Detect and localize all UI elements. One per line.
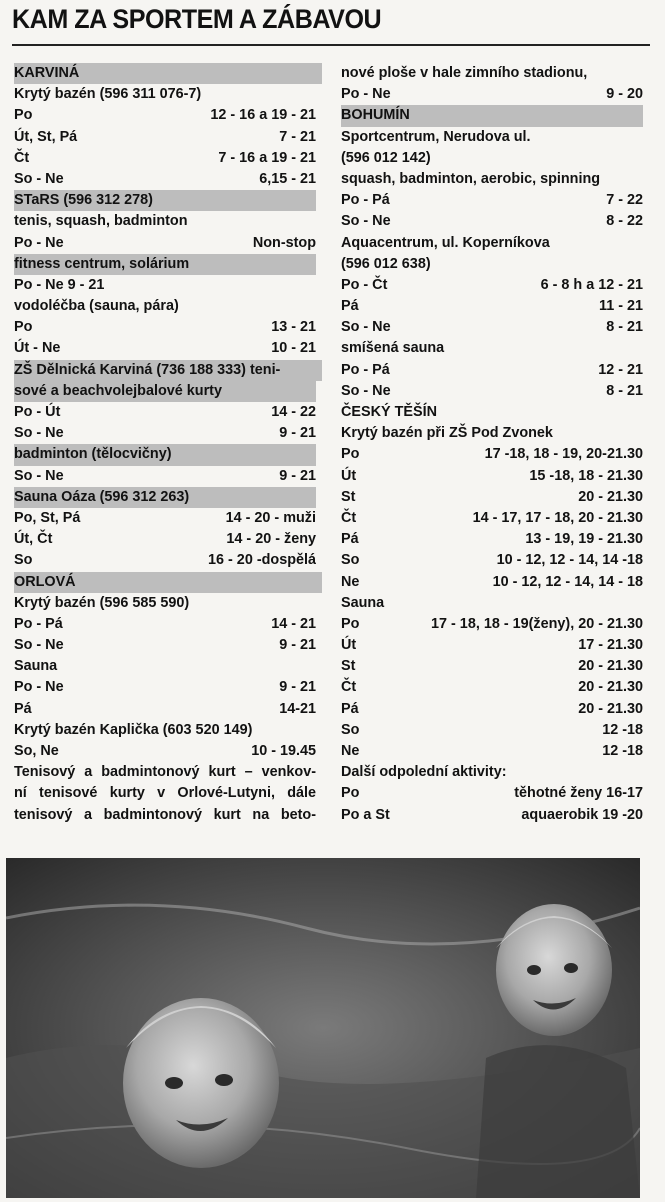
section-line xyxy=(14,84,316,105)
section-text: vodoléčba (sauna, pára) xyxy=(14,298,179,315)
schedule-row xyxy=(341,84,643,105)
section-text: badminton (tělocvičny) xyxy=(14,446,172,463)
schedule-hours: 17 - 21.30 xyxy=(578,637,643,654)
schedule-hours: 17 -18, 18 - 19, 20-21.30 xyxy=(484,446,643,463)
schedule-hours: 13 - 21 xyxy=(271,319,316,336)
schedule-hours: 11 - 21 xyxy=(598,298,643,315)
section-text: Tenisový a badmintonový kurt – venkov- xyxy=(14,764,316,781)
section-text: fitness centrum, solárium xyxy=(14,255,190,272)
schedule-days: Po - Ne xyxy=(341,86,391,103)
section-text: Další odpolední aktivity: xyxy=(341,764,507,781)
schedule-hours: 20 - 21.30 xyxy=(578,658,643,675)
schedule-row xyxy=(341,529,643,550)
schedule-days: Po xyxy=(14,319,33,336)
section-line xyxy=(14,783,316,804)
schedule-hours: 14 - 20 - muži xyxy=(225,509,316,526)
schedule-days: Pá xyxy=(341,298,359,315)
schedule-row xyxy=(341,275,643,296)
section-line xyxy=(14,762,316,783)
schedule-days: So xyxy=(341,552,360,569)
section-text: Krytý bazén (596 585 590) xyxy=(14,594,190,611)
schedule-row xyxy=(14,550,316,571)
schedule-row xyxy=(14,677,316,698)
schedule-days: Po - Ne xyxy=(14,234,64,251)
schedule-days: Pá xyxy=(14,700,32,717)
section-line xyxy=(341,338,643,359)
schedule-hours: 9 - 21 xyxy=(279,425,316,442)
section-line xyxy=(14,381,316,402)
section-line xyxy=(14,593,316,614)
schedule-days: Po - Čt xyxy=(341,276,388,293)
schedule-days: Út xyxy=(341,467,357,484)
section-line xyxy=(341,593,643,614)
section-text: ní tenisové kurty v Orlové-Lutyni, dále xyxy=(14,785,316,802)
schedule-days: Čt xyxy=(341,509,357,526)
schedule-hours: 7 - 21 xyxy=(279,128,316,145)
schedule-hours: 9 - 21 xyxy=(279,679,316,696)
section-text: tenisový a badmintonový kurt na beto- xyxy=(14,806,316,823)
schedule-hours: 6 - 8 h a 12 - 21 xyxy=(540,276,643,293)
schedule-row xyxy=(14,127,316,148)
schedule-days: Út, St, Pá xyxy=(14,128,78,145)
schedule-row xyxy=(14,105,316,126)
section-line xyxy=(341,148,643,169)
section-text: Sportcentrum, Nerudova ul. xyxy=(341,128,531,145)
schedule-hours: 10 - 12, 12 - 14, 14 -18 xyxy=(496,552,643,569)
schedule-row xyxy=(14,317,316,338)
schedule-hours: těhotné ženy 16-17 xyxy=(514,785,643,802)
section-line xyxy=(341,127,643,148)
section-line xyxy=(14,296,316,317)
schedule-hours: 8 - 22 xyxy=(606,213,643,230)
section-text: Aquacentrum, ul. Koperníkova xyxy=(341,234,550,251)
section-line xyxy=(14,720,316,741)
schedule-days: So - Ne xyxy=(14,637,64,654)
section-line xyxy=(341,233,643,254)
schedule-row xyxy=(341,741,643,762)
schedule-hours: 16 - 20 -dospělá xyxy=(208,552,316,569)
schedule-days: So - Ne xyxy=(14,467,64,484)
schedule-hours: aquaerobik 19 -20 xyxy=(521,806,643,823)
schedule-row xyxy=(341,466,643,487)
schedule-hours: 10 - 19.45 xyxy=(251,743,316,759)
section-text: Sauna xyxy=(341,594,385,611)
schedule-row xyxy=(341,190,643,211)
section-line xyxy=(341,402,643,423)
schedule-days: Po xyxy=(14,107,33,124)
schedule-row xyxy=(14,741,316,762)
schedule-row xyxy=(14,402,316,423)
schedule-hours: 9 - 21 xyxy=(279,467,316,484)
schedule-hours: 9 - 20 xyxy=(606,86,643,103)
section-line xyxy=(14,360,322,381)
schedule-hours: 8 - 21 xyxy=(606,382,643,399)
section-line xyxy=(341,169,643,190)
section-line xyxy=(14,275,316,296)
schedule-row xyxy=(14,233,316,254)
schedule-days: Út - Ne xyxy=(14,340,61,357)
section-line xyxy=(14,656,316,677)
section-text: Krytý bazén Kaplička (603 520 149) xyxy=(14,721,253,738)
schedule-days: Pá xyxy=(341,700,359,717)
section-line xyxy=(14,572,322,593)
schedule-hours: 7 - 16 a 19 - 21 xyxy=(218,149,316,166)
schedule-hours: 14 - 17, 17 - 18, 20 - 21.30 xyxy=(472,509,643,526)
right-column xyxy=(341,63,643,826)
schedule-row xyxy=(14,699,316,720)
schedule-row xyxy=(341,572,643,593)
schedule-row xyxy=(341,444,643,465)
section-text: Sauna Oáza (596 312 263) xyxy=(14,488,190,505)
section-line xyxy=(14,63,322,84)
schedule-row xyxy=(14,529,316,550)
schedule-row xyxy=(341,317,643,338)
section-text: Krytý bazén při ZŠ Pod Zvonek xyxy=(341,425,553,442)
page-title: KAM ZA SPORTEM A ZÁBAVOU xyxy=(12,4,382,34)
schedule-hours: 12 - 21 xyxy=(598,361,643,378)
section-text: Krytý bazén (596 311 076-7) xyxy=(14,86,202,103)
section-text: (596 012 142) xyxy=(341,149,431,166)
schedule-row xyxy=(14,148,316,169)
schedule-row xyxy=(341,656,643,677)
schedule-row xyxy=(341,487,643,508)
schedule-days: Po - Pá xyxy=(341,192,390,209)
section-line xyxy=(341,63,643,84)
schedule-days: Po - Pá xyxy=(14,615,63,632)
section-text: BOHUMÍN xyxy=(341,107,410,124)
schedule-days: So, Ne xyxy=(14,743,59,759)
schedule-row xyxy=(341,508,643,529)
schedule-hours: 12 -18 xyxy=(602,743,643,759)
schedule-days: St xyxy=(341,488,356,505)
section-line xyxy=(14,211,316,232)
section-line xyxy=(14,254,316,275)
schedule-row xyxy=(341,550,643,571)
schedule-hours: Non-stop xyxy=(252,234,316,251)
schedule-days: Út xyxy=(341,637,357,654)
schedule-row xyxy=(341,720,643,741)
schedule-hours: 10 - 12, 12 - 14, 14 - 18 xyxy=(492,573,643,590)
schedule-hours: 6,15 - 21 xyxy=(259,170,316,187)
schedule-days: St xyxy=(341,658,356,675)
schedule-row xyxy=(341,805,643,826)
schedule-days: So - Ne xyxy=(14,170,64,187)
schedule-row xyxy=(341,677,643,698)
schedule-row xyxy=(341,783,643,804)
schedule-row xyxy=(341,360,643,381)
section-line xyxy=(14,487,316,508)
schedule-days: Út, Čt xyxy=(14,531,53,548)
section-text: STaRS (596 312 278) xyxy=(14,192,153,209)
schedule-row xyxy=(14,169,316,190)
schedule-row xyxy=(14,423,316,444)
section-line xyxy=(14,190,316,211)
schedule-hours: 15 -18, 18 - 21.30 xyxy=(529,467,643,484)
schedule-days: So xyxy=(341,721,360,738)
section-text: nové ploše v hale zimního stadionu, xyxy=(341,65,588,81)
schedule-hours: 17 - 18, 18 - 19(ženy), 20 - 21.30 xyxy=(431,615,643,632)
section-text: smíšená sauna xyxy=(341,340,445,357)
schedule-hours: 7 - 22 xyxy=(606,192,643,209)
schedule-hours: 20 - 21.30 xyxy=(578,679,643,696)
schedule-hours: 14 - 20 - ženy xyxy=(226,531,316,548)
schedule-hours: 8 - 21 xyxy=(606,319,643,336)
schedule-days: Po a St xyxy=(341,806,390,823)
schedule-hours: 12 - 16 a 19 - 21 xyxy=(210,107,316,124)
schedule-hours: 14 - 21 xyxy=(271,615,316,632)
section-text: ČESKÝ TĚŠÍN xyxy=(341,404,437,420)
section-text: sové a beachvolejbalové kurty xyxy=(14,382,222,399)
schedule-days: Po - Pá xyxy=(341,361,390,378)
schedule-days: So - Ne xyxy=(14,425,64,442)
section-text: (596 012 638) xyxy=(341,255,431,272)
schedule-hours: 9 - 21 xyxy=(279,637,316,654)
schedule-days: Čt xyxy=(14,149,30,166)
schedule-row xyxy=(14,466,316,487)
schedule-days: Po xyxy=(341,785,360,802)
schedule-days: Po - Ne xyxy=(14,679,64,696)
schedule-row xyxy=(341,211,643,232)
schedule-row xyxy=(341,381,643,402)
schedule-row xyxy=(14,338,316,359)
schedule-days: Pá xyxy=(341,531,359,548)
schedule-hours: 14-21 xyxy=(279,700,316,717)
section-line xyxy=(14,805,316,826)
schedule-row xyxy=(341,699,643,720)
schedule-row xyxy=(14,614,316,635)
schedule-days: Ne xyxy=(341,743,360,759)
schedule-hours: 13 - 19, 19 - 21.30 xyxy=(525,531,643,548)
schedule-row xyxy=(14,635,316,656)
schedule-days: Ne xyxy=(341,573,360,590)
section-text: squash, badminton, aerobic, spinning xyxy=(341,170,601,187)
section-line xyxy=(341,423,643,444)
title-rule xyxy=(12,44,650,46)
schedule-hours: 12 -18 xyxy=(602,721,643,738)
schedule-days: Po xyxy=(341,446,360,463)
schedule-days: Čt xyxy=(341,679,357,696)
section-text: ZŠ Dělnická Karviná (736 188 333) teni- xyxy=(14,361,281,378)
section-text: KARVINÁ xyxy=(14,65,80,81)
schedule-row xyxy=(341,296,643,317)
schedule-days: So - Ne xyxy=(341,382,391,399)
photo-children-swimming xyxy=(6,858,640,1198)
schedule-hours: 20 - 21.30 xyxy=(578,700,643,717)
schedule-hours: 20 - 21.30 xyxy=(578,488,643,505)
schedule-row xyxy=(341,614,643,635)
section-text: ORLOVÁ xyxy=(14,573,76,590)
section-text: Po - Ne 9 - 21 xyxy=(14,276,105,293)
section-line xyxy=(341,762,643,783)
section-line xyxy=(341,105,643,126)
schedule-days: So xyxy=(14,552,33,569)
left-column xyxy=(14,63,316,826)
schedule-days: So - Ne xyxy=(341,319,391,336)
schedule-hours: 14 - 22 xyxy=(271,404,316,420)
schedule-days: Po - Út xyxy=(14,404,61,420)
schedule-row xyxy=(341,635,643,656)
schedule-days: Po, St, Pá xyxy=(14,509,81,526)
section-text: tenis, squash, badminton xyxy=(14,213,188,230)
schedule-row xyxy=(14,508,316,529)
section-text: Sauna xyxy=(14,658,58,675)
schedule-days: Po xyxy=(341,615,360,632)
section-line xyxy=(14,444,316,465)
schedule-hours: 10 - 21 xyxy=(271,340,316,357)
section-line xyxy=(341,254,643,275)
schedule-days: So - Ne xyxy=(341,213,391,230)
